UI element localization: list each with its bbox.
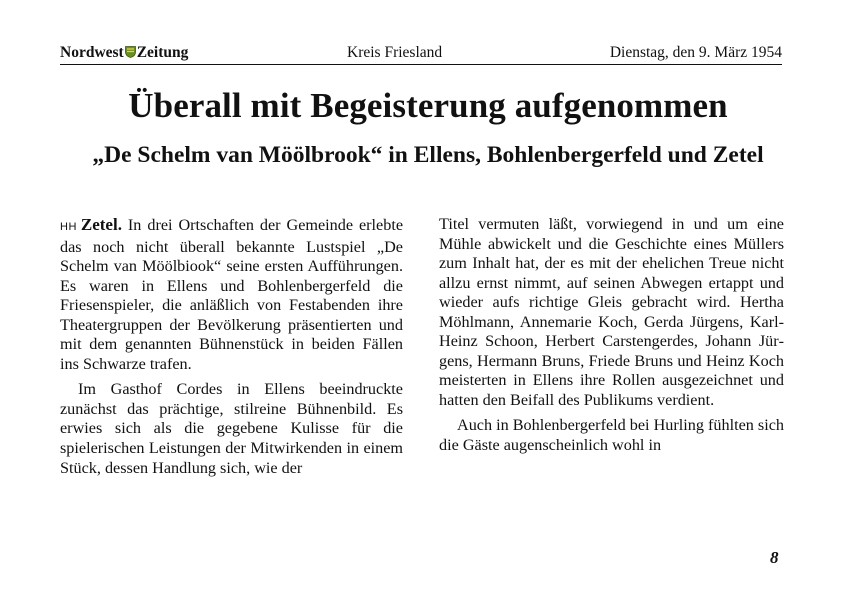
paragraph: Im Gasthof Cordes in Ellens beeindruckte zunächst das prächtige, stilreine Bühnenbild. Es erwies sich als die gegebene Kulisse für die spielerischen Leistungen der Mitwirkenden in einem Stück, dessen Handlung sich, wie der xyxy=(60,380,403,477)
region-label: Kreis Friesland xyxy=(347,44,443,61)
masthead xyxy=(60,44,188,62)
masthead-right: Zeitung xyxy=(136,44,189,61)
page-number: 8 xyxy=(770,548,779,567)
paragraph xyxy=(60,215,403,374)
masthead-left: Nordwest xyxy=(60,44,124,61)
dateline: Zetel. xyxy=(80,215,122,234)
author-initials: HH xyxy=(60,221,77,233)
newspaper-header xyxy=(60,44,782,65)
article-subheadline: „De Schelm van Möölbrook“ in Ellens, Bohlenbergerfeld und Zetel xyxy=(92,142,764,168)
article-headline: Überall mit Begeisterung aufgenommen xyxy=(128,86,728,125)
paragraph-text: In drei Ortschaften der Gemeinde erlebte das noch nicht überall bekannte Lustspiel „De Schelm van Möölbiook“ seine ersten Aufführungen. Es waren in Ellens und Bohlenbergerfeld die Friesenspieler, die anläßlich von Festabenden ihre Theatergruppen der Bevölkerung präsentierten und mit dem genannten Bühnenstück in beiden Fällen ins Schwarze trafen. xyxy=(60,216,404,373)
crest-icon xyxy=(125,46,136,58)
article-column-1 xyxy=(60,215,403,478)
article-column-2 xyxy=(439,215,784,456)
paragraph: Titel vermuten läßt, vorwiegend in und um eine Mühle abwickelt und die Geschichte eines Müllers zum Inhalt hat, der es mit der ehelichen Treue nicht allzu ernst nimmt, auf seinen Abwegen ertappt und wieder aufs richtige Gleis gebracht wird. Hertha Möhlmann, Annemarie Koch, Gerda Jürgens, Karl-Heinz Schoon, Herbert Carstengerdes, Johann Jürgens, Hermann Bruns, Friede Bruns und Heinz Koch meisterten in Ellens ihre Rollen ausgezeichnet und hatten den Beifall des Publikums verdient. xyxy=(439,215,784,409)
paragraph: Auch in Bohlenbergerfeld bei Hurling fühlten sich die Gäste augenscheinlich wohl in xyxy=(439,416,784,455)
issue-date: Dienstag, den 9. März 1954 xyxy=(609,44,782,61)
